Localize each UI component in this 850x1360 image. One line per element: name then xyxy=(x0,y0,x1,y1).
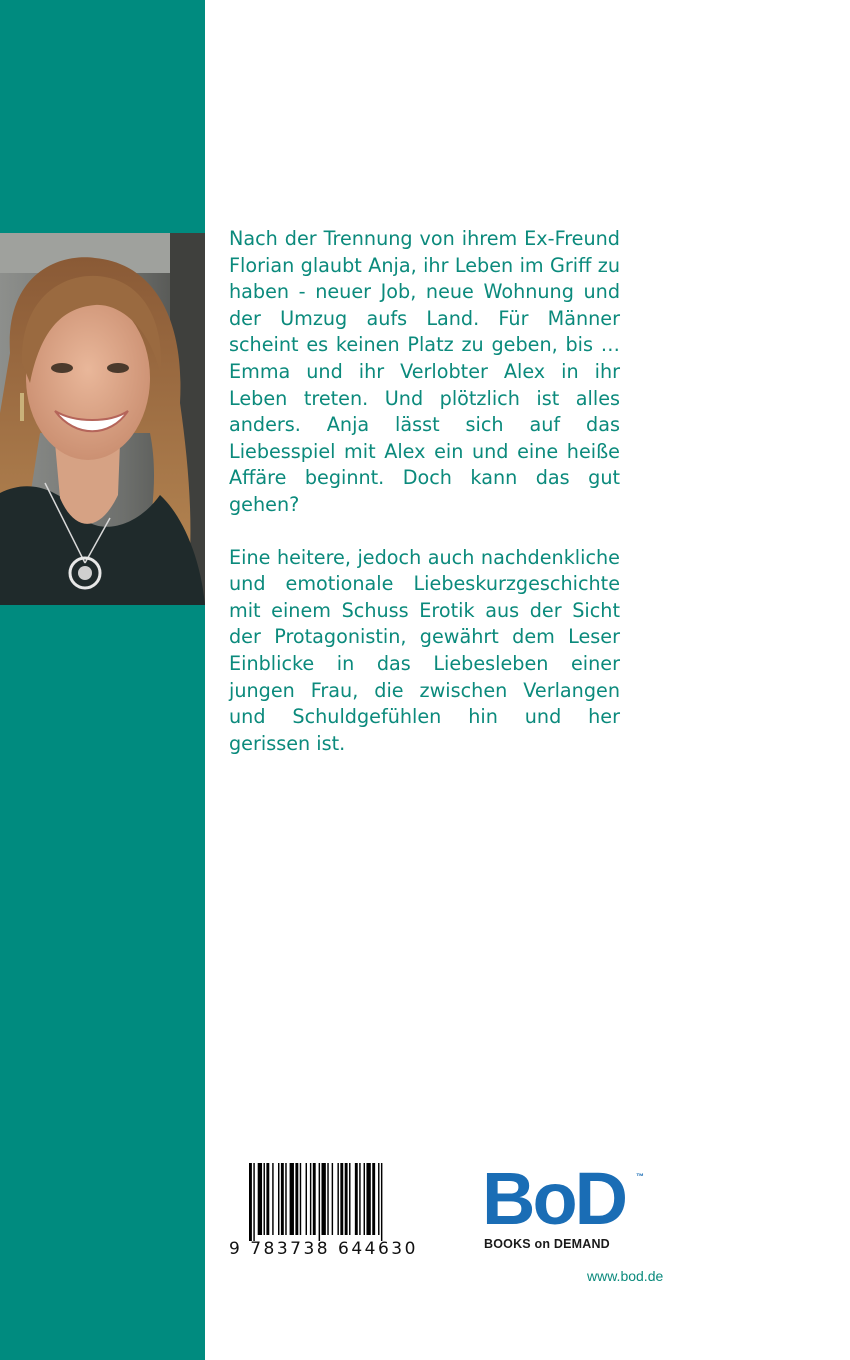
barcode-bar xyxy=(253,1163,254,1241)
barcode-bar xyxy=(381,1163,382,1241)
barcode-bar xyxy=(319,1163,320,1241)
blurb-paragraph: Nach der Trennung von ihrem Ex-Freund Florian glaubt Anja, ihr Leben im Griff zu haben - neuer Job, neue Wohnung und der Umzug aufs Land. Für Männer scheint es keinen Platz zu geben, bis … Emma und ihr Verlobter Alex in ihr Leben treten. Und plötzlich ist alles anders. Anja lässt sich auf das Liebesspiel mit Alex ein und eine heiße Affäre beginnt. Doch kann das gut gehen? xyxy=(229,227,620,516)
barcode-icon xyxy=(249,1163,429,1241)
author-portrait-icon xyxy=(0,233,205,605)
author-photo xyxy=(0,233,205,605)
barcode-bar xyxy=(249,1163,252,1241)
barcode-bar xyxy=(359,1163,360,1235)
barcode-bar xyxy=(327,1163,328,1235)
barcode-bar xyxy=(345,1163,348,1235)
blurb-paragraph: Eine heitere, jedoch auch nachdenkliche und emotionale Liebeskurzgeschichte mit einem Schuss Erotik aus der Sicht der Protagonistin, gewährt dem Leser Einblicke in das Liebesleben einer jungen Frau, die zwischen Verlangen und Schuldgefühlen hin und her gerissen ist. xyxy=(229,545,620,755)
barcode-bar xyxy=(285,1163,286,1235)
barcode-bar xyxy=(278,1163,279,1235)
barcode-bar xyxy=(264,1163,265,1235)
publisher-url: www.bod.de xyxy=(587,1268,664,1284)
barcode-bar xyxy=(340,1163,343,1235)
isbn-number: 9 783738 644630 xyxy=(229,1239,418,1259)
trademark-symbol: ™ xyxy=(636,1172,644,1181)
publisher-logo-word: BoD xyxy=(482,1157,626,1240)
barcode-bar xyxy=(332,1163,333,1235)
publisher-logo xyxy=(482,1157,652,1260)
barcode-bar xyxy=(372,1163,375,1235)
barcode-bar xyxy=(306,1163,307,1235)
barcode-bar xyxy=(378,1163,379,1235)
barcode-bar xyxy=(355,1163,358,1235)
barcode-bar xyxy=(337,1163,338,1235)
isbn-barcode xyxy=(229,1163,431,1263)
barcode-bar xyxy=(366,1163,370,1235)
barcode-bar xyxy=(310,1163,311,1235)
barcode-bar xyxy=(281,1163,284,1235)
barcode-bar xyxy=(322,1163,326,1235)
barcode-bar xyxy=(290,1163,294,1235)
barcode-bar xyxy=(295,1163,298,1235)
back-cover-blurb xyxy=(229,226,620,757)
barcode-bar xyxy=(258,1163,262,1235)
publisher-tagline: BOOKS on DEMAND xyxy=(484,1237,610,1251)
barcode-bar xyxy=(300,1163,301,1235)
barcode-bar xyxy=(272,1163,273,1235)
barcode-bar xyxy=(364,1163,365,1235)
barcode-bar xyxy=(266,1163,269,1235)
barcode-bar xyxy=(349,1163,350,1235)
cover-spine-band xyxy=(0,0,205,1360)
barcode-bar xyxy=(313,1163,316,1235)
